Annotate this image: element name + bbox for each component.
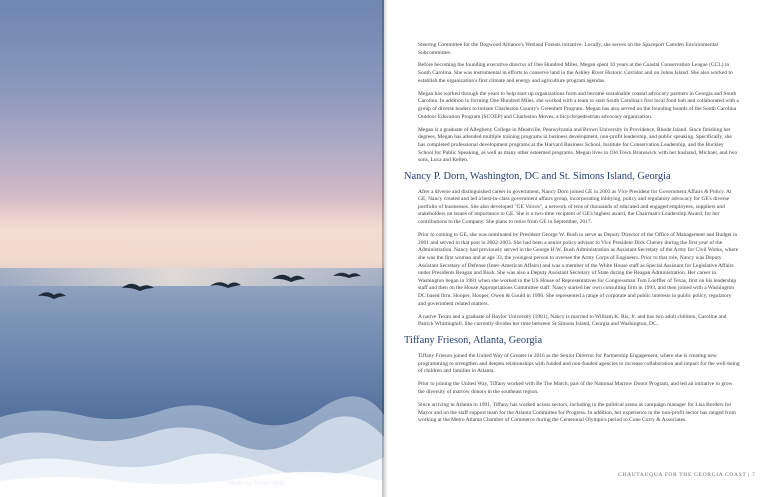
nancy-paragraph-1: After a diverse and distinguished career in government, Nancy Dorn joined GE in 2003 as Vice President for Government Affairs & Policy. At GE, Nancy created and led a best-in-class government affairs group, incorporating lobbying, policy and regulatory advocacy for GE's diverse portfolio of businesses. She also developed "GE Voices", a network of tens of thousands of educated and engaged employees, suppliers and stakeholders on issues of importance to GE. She is a two-time recipient of GE's highest award, the Chairman's Leadership Award, for her contributions to the Company. She plans to retire from GE in September, 2017. — [418, 188, 732, 226]
tiffany-paragraph-2: Prior to joining the United Way, Tiffany worked with Be The Match, part of the National Marrow Donor Program, and led an initiative to grow the diversity of marrow donors in the southeast region. — [418, 381, 733, 395]
photo-credit: Photo by Susan Jelfs — [228, 481, 285, 487]
page-fold-shadow — [382, 0, 388, 497]
intro-paragraph-1: Steering Committee for the Dogwood Alliance's Wetland Forests initiative. Locally, she serves on the Spaceport Camden Environmental Subcommittee. — [418, 42, 719, 56]
nancy-paragraph-2: Prior to coming to GE, she was nominated by President George W. Bush to serve as Deputy Director of the Office of Management and Budget in 2001 and served in that post in 2002-2003. She had been a senior policy advisor to Vice President Dick Cheney during the first year of the Administration. Nancy had previously served in the George H.W. Bush Administration as Assistant Secretary of the Army for Civil Works, where she was the first woman and at age 33, the youngest person to oversee the Army Corps of Engineers. Prior to that role, Nancy was Deputy Assistant Secretary of Defense (Inter-American Affairs) and was a member of the White House staff as Special Assistant for Legislative Affairs under Presidents Reagan and Bush. She was also a Deputy Assistant Secretary of State during the Reagan Administration. Her career in Washington began in 1981 when she worked in the US House of Representatives for Congressman Tom Loeffler of Texas, first on his leadership staff and then on the House Appropriations Committee staff. Nancy started her own consulting firm in 1993, and then joined with a Washington DC based firm, Hooper, Hooper, Owen & Gould in 1996. She represented a range of corporate and public interests in public policy, regulatory and government related matters. — [418, 232, 739, 307]
section-heading-tiffany-frieson: Tiffany Frieson, Atlanta, Georgia — [404, 334, 543, 346]
tiffany-paragraph-3: Since arriving in Atlanta in 1991, Tiffany has worked across sectors, including in the political arena as campaign manager for Lisa Borders for Mayor and on the staff support team for the Atlanta Committee for Progress. In addition, her experience in the non-profit sector has ranged from working at the Metro Atlanta Chamber of Commerce during the Centennial Olympics period to Cone Curry & Associates. — [418, 402, 736, 424]
page-footer: CHAUTAUQUA FOR THE GEORGIA COAST | 7 — [618, 472, 756, 478]
intro-paragraph-4: Megan is a graduate of Allegheny College in Meadville, Pennsylvania and Brown University in Providence, Rhode Island. Since finishing her degrees, Megan has attended multiple training programs in business development, non-profit leadership, and public speaking. Specifically, she has completed professional development programs at the Harvard Business School, Institute for Conservation Leadership, and the Buckley School for Public Speaking, as well as many other esteemed programs. Megan lives in Old Town Brunswick with her husband, Michael, and two sons, Luca and Kellen. — [418, 126, 738, 164]
tiffany-paragraph-1: Tiffany Frieson joined the United Way of Greater in 2016 as the Senior Director for Partnership Engagement, where she is creating new programming to strengthen and deepen relationships with funded and non-funded agencies to increase collaboration and impact for the well-being of children and families in Atlanta. — [418, 352, 740, 375]
intro-paragraph-3: Megan has worked through the years to help start up organizations form and become sustainable coastal advocacy partners in Georgia and South Carolina. In addition to forming One Hundred Miles, she worked with a team to start South Carolina's first local food hub and collaborated with a group of diverse leaders to initiate Charleston County's Greenbelt Program. Megan has also served on the founding boards of the South Carolina Outdoor Education Program (SCOEP) and Charleston Moves, a bicycle/pedestrian advocacy organization. — [418, 90, 739, 120]
article-body — [404, 42, 740, 431]
intro-paragraph-2: Before becoming the founding executive director of One Hundred Miles, Megan spent 10 years at the Coastal Conservation League (CCL) in South Carolina. She was instrumental in efforts to conserve land in the Ashley River Historic Corridor and on Johns Island. She also worked to establish the organization's first climate and energy and agriculture program agendas. — [418, 62, 733, 84]
section-heading-nancy-dorn: Nancy P. Dorn, Washington, DC and St. Simons Island, Georgia — [404, 170, 671, 182]
surf-foam — [0, 377, 384, 497]
nancy-paragraph-3: A native Texan and a graduate of Baylor University (1981), Nancy is married to William K. Ris, Jr. and has two adult children, Caroline and Patrick Whittinghill. She currently divides her time between St Simons Island, Georgia and Washington, DC. — [418, 313, 727, 328]
